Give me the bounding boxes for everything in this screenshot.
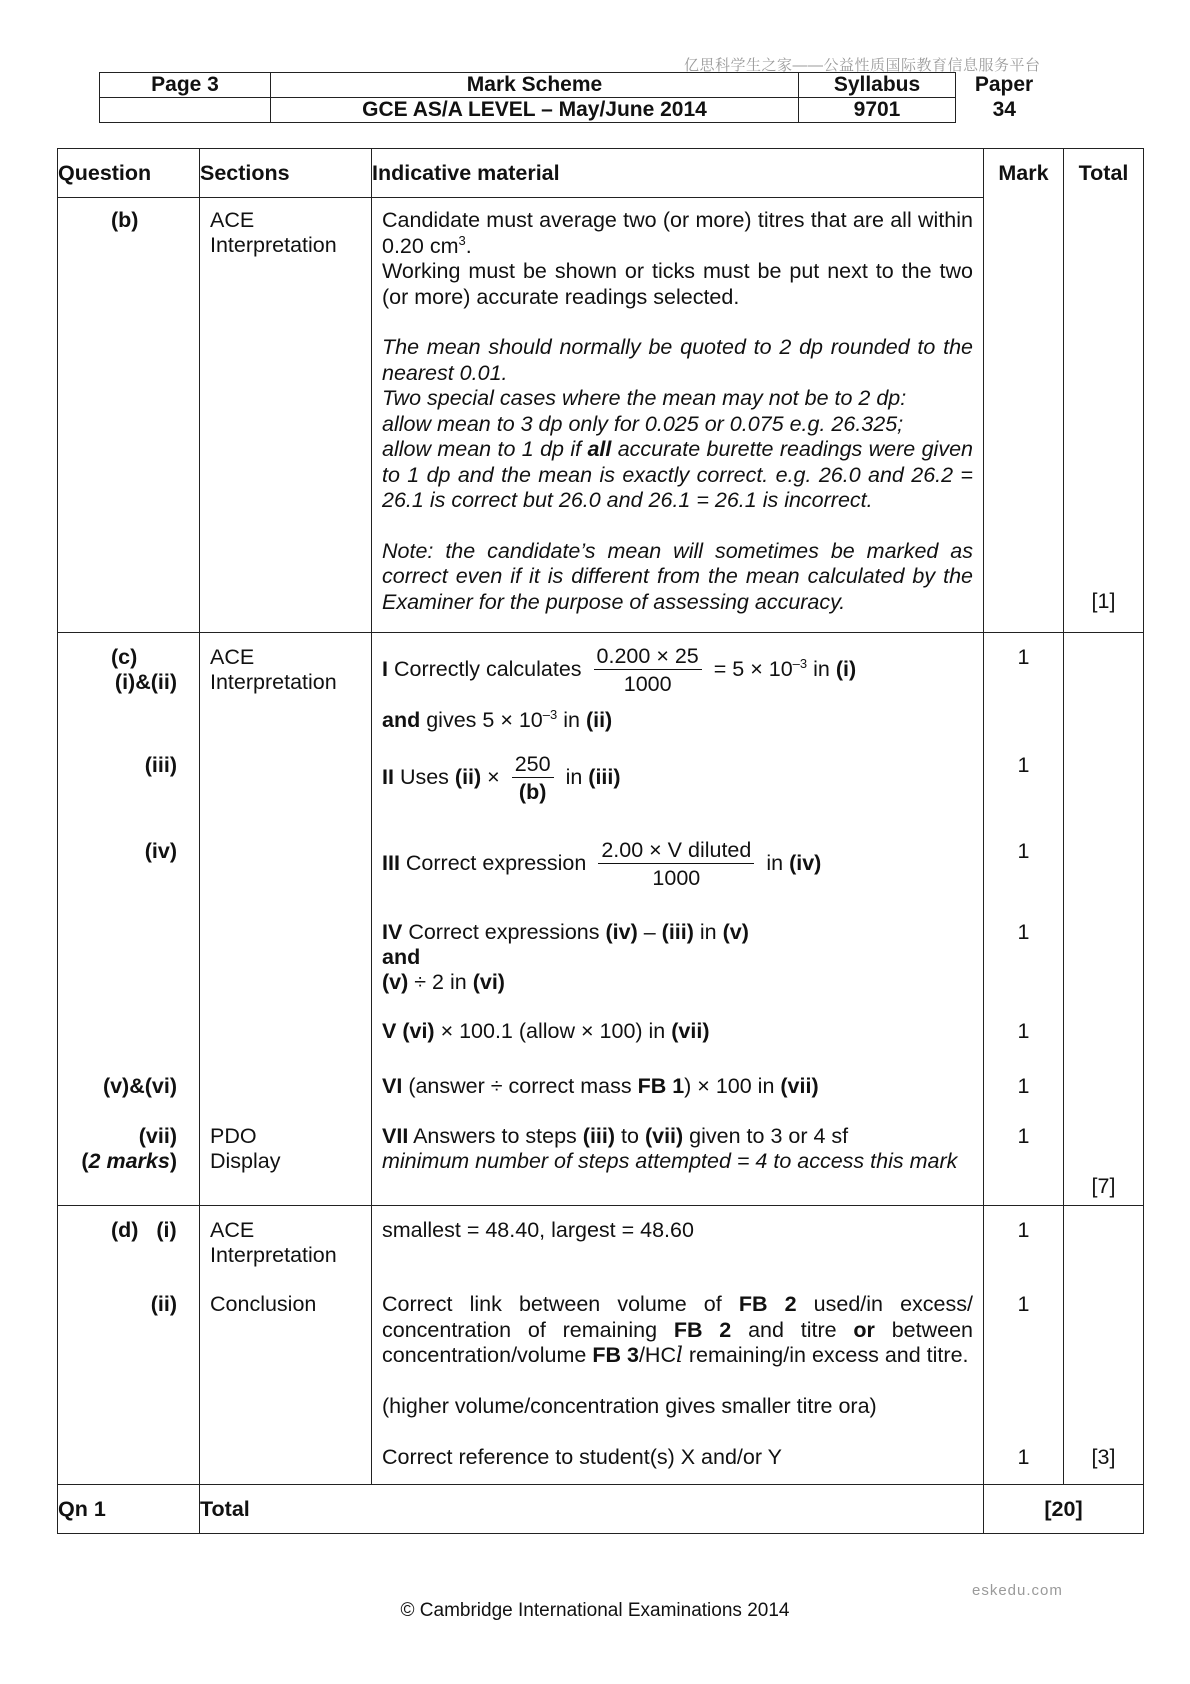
- header-total: Total: [1064, 149, 1144, 198]
- document-subtitle: GCE AS/A LEVEL – May/June 2014: [271, 98, 799, 123]
- question-d-ii: (ii): [150, 1292, 177, 1316]
- table-row-c: [58, 633, 1144, 1206]
- b-paragraph-4: Two special cases where the mean may not be to 2 dp:: [382, 386, 907, 410]
- section-ace: ACE: [210, 208, 255, 232]
- paper-label: Paper: [974, 73, 1034, 96]
- mark-c-VI: 1: [1017, 1074, 1030, 1098]
- copyright-footer: © Cambridge International Examinations 2014: [400, 1600, 790, 1621]
- mark-c-IV: 1: [1017, 920, 1030, 944]
- syllabus-value: 9701: [799, 98, 956, 123]
- total-question-label: Qn 1: [58, 1485, 200, 1534]
- mark-c-V: 1: [1017, 1019, 1030, 1043]
- syllabus-label: Syllabus: [799, 73, 956, 98]
- question-c-vii: (vii): [138, 1124, 177, 1148]
- fraction-II: $\frac{250}{(b)}$: [512, 751, 554, 806]
- b-paragraph-3: The mean should normally be quoted to 2 dp rounded to the nearest 0.01.: [382, 335, 973, 385]
- step-VII: VII Answers to steps (iii) to (vii) given to 3 or 4 sf: [382, 1124, 849, 1148]
- step-IV-and: and: [382, 945, 421, 969]
- d-i-text: smallest = 48.40, largest = 48.60: [382, 1218, 694, 1242]
- header-question: Question: [58, 149, 200, 198]
- question-b: (b): [111, 208, 139, 232]
- d-ii-paragraph-2: (higher volume/concentration gives smaller titre ora): [382, 1394, 877, 1418]
- mark-c-VII: 1: [1017, 1124, 1030, 1148]
- question-c-v-vi: (v)&(vi): [102, 1074, 177, 1098]
- header-mark: Mark: [984, 149, 1064, 198]
- step-IV-divide: (v) ÷ 2 in (vi): [382, 970, 505, 994]
- step-VII-note: minimum number of steps attempted = 4 to access this mark: [382, 1149, 958, 1173]
- column-header-row: [58, 149, 1144, 198]
- question-c-iii: (iii): [144, 753, 177, 777]
- question-d-i: (d) (i): [111, 1218, 177, 1242]
- step-VI: VI (answer ÷ correct mass FB 1) × 100 in (vii): [382, 1074, 819, 1098]
- watermark-bottom: eskedu.com: [972, 1582, 1063, 1599]
- d-ii-paragraph-1: Correct link between volume of FB 2 used/in excess/ concentration of remaining FB 2 and titre or between concentration/volume FB 3/HCl remaining/in excess and titre.: [382, 1292, 974, 1368]
- step-V: V (vi) × 100.1 (allow × 100) in (vii): [382, 1019, 710, 1043]
- mark-d-i: 1: [1017, 1218, 1030, 1242]
- b-paragraph-7: Note: the candidate’s mean will sometimes be marked as correct even if it is different from the mean calculated by the Examiner for the purpose of assessing accuracy.: [382, 538, 973, 614]
- step-IV: IV Correct expressions (iv) – (iii) in (v): [382, 920, 749, 944]
- header-sections: Sections: [200, 149, 372, 198]
- total-d: [3]: [1091, 1445, 1116, 1469]
- table-row-total: [58, 1485, 1144, 1534]
- table-row-d: [58, 1206, 1144, 1485]
- section-interpretation: Interpretation: [210, 1243, 337, 1267]
- question-c-marks-note: (2 marks): [81, 1149, 177, 1173]
- paper-value: 34: [992, 98, 1016, 121]
- mark-scheme-table: [57, 148, 1144, 1534]
- section-pdo: PDO: [210, 1124, 257, 1148]
- grand-total: [20]: [984, 1485, 1144, 1534]
- question-c: (c): [111, 645, 138, 669]
- watermark-top: 亿思科学生之家——公益性质国际教育信息服务平台: [684, 57, 1041, 74]
- section-conclusion: Conclusion: [210, 1292, 317, 1316]
- section-interpretation: Interpretation: [210, 670, 337, 694]
- b-paragraph-2: Working must be shown or ticks must be put next to the two (or more) accurate readings selected.: [382, 259, 973, 309]
- table-row-b: [58, 198, 1144, 633]
- step-II: II Uses (ii) × $\frac{250}{(b)}$ in (iii): [382, 752, 621, 804]
- mark-c-III: 1: [1017, 839, 1030, 863]
- mark-c-I: 1: [1017, 645, 1030, 669]
- mark-d-ii: 1: [1017, 1292, 1030, 1316]
- total-c: [7]: [1091, 1174, 1116, 1198]
- question-c-i-ii: (i)&(ii): [114, 670, 177, 694]
- mark-d-ii-ref: 1: [1017, 1445, 1030, 1469]
- document-title: Mark Scheme: [271, 73, 799, 98]
- section-ace: ACE: [210, 1218, 255, 1242]
- header-indicative: Indicative material: [372, 149, 984, 198]
- b-paragraph-1: Candidate must average two (or more) titres that are all within 0.20 $cm^3$.: [382, 208, 973, 258]
- fraction-III: $\frac{\text{2.00 × V diluted}}{1000}$: [598, 837, 754, 892]
- step-I: I Correctly calculates $\frac{0.200 \times 25}{1000}$ = $5 \times 10^{-3}$ in (i): [382, 644, 857, 696]
- b-paragraph-5: allow mean to 3 dp only for 0.025 or 0.075 e.g. 26.325;: [382, 411, 904, 436]
- fraction-I: $\frac{0.200 \times 25}{1000}$: [594, 643, 702, 698]
- page-label: Page 3: [100, 73, 271, 98]
- question-c-iv: (iv): [144, 839, 177, 863]
- section-display: Display: [210, 1149, 281, 1173]
- total-label: Total: [200, 1485, 372, 1534]
- b-paragraph-6: allow mean to 1 dp if all accurate burette readings were given to 1 dp and the mean is exactly correct. e.g. 26.0 and 26.2 = 26.1 is correct but 26.0 and 26.1 = 26.1 is incorrect.: [382, 437, 973, 512]
- total-b: [1]: [1091, 588, 1116, 613]
- step-I-and: and gives $5 \times 10^{-3}$ in (ii): [382, 706, 613, 732]
- section-ace: ACE: [210, 645, 255, 669]
- d-ii-paragraph-3: Correct reference to student(s) X and/or Y: [382, 1445, 782, 1469]
- header-table: [99, 72, 1053, 123]
- section-interpretation: Interpretation: [210, 233, 337, 257]
- mark-c-II: 1: [1017, 753, 1030, 777]
- step-III: III Correct expression $\frac{\text{2.00 × V diluted}}{1000}$ in (iv): [382, 838, 822, 890]
